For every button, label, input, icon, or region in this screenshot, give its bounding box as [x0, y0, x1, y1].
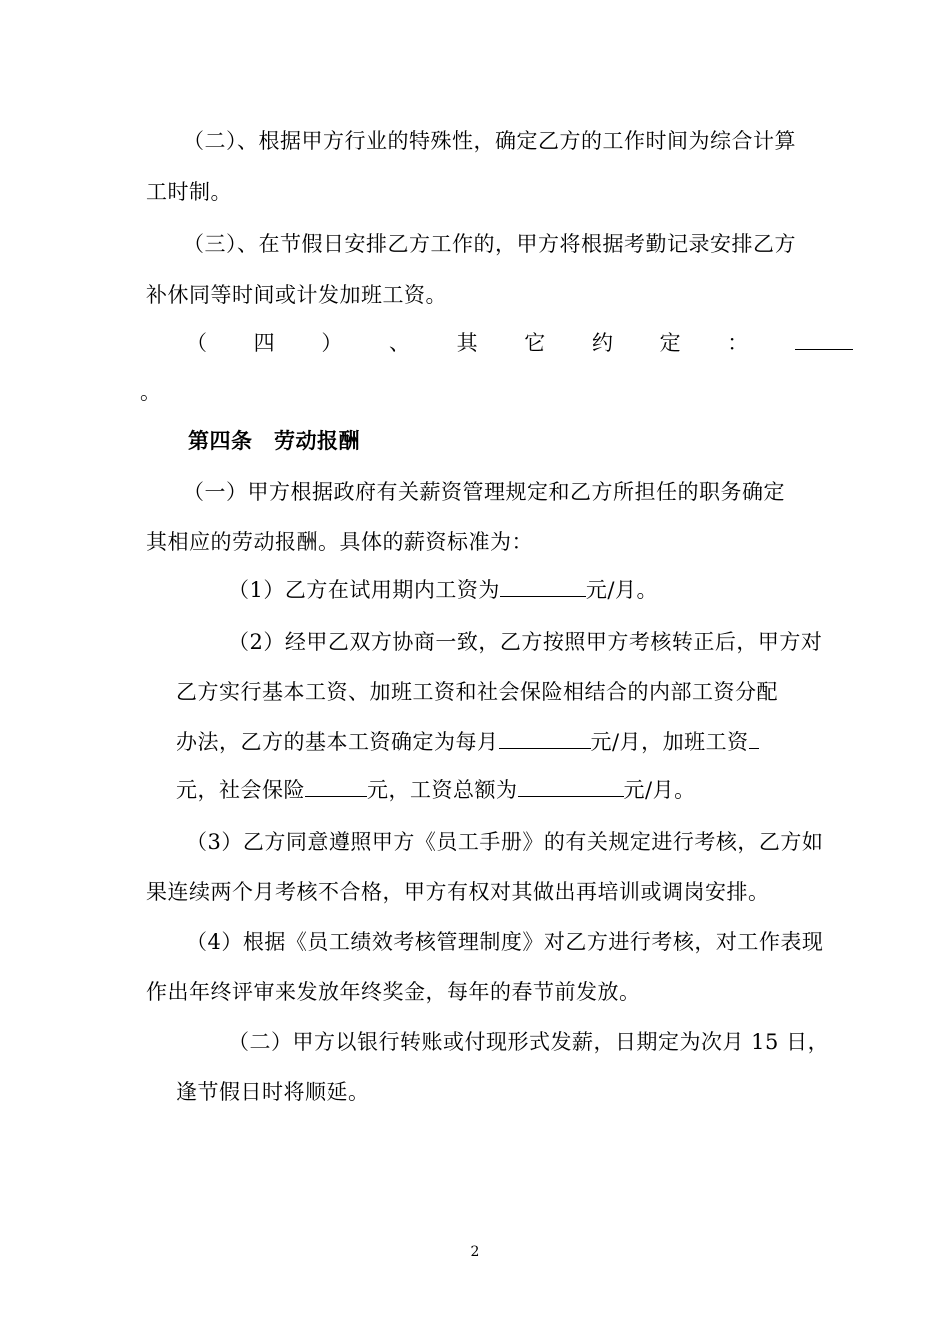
clause4-p2-line2: 逢节假日时将顺延。	[176, 1080, 370, 1104]
clause4-p1-line2: 其相应的劳动报酬。具体的薪资标准为：	[146, 530, 533, 554]
clause3-p3-line2: 补休同等时间或计发加班工资。	[146, 283, 447, 307]
clause3-p2-line2: 工时制。	[146, 180, 232, 204]
p4-blank	[795, 329, 853, 350]
clause4-item3-line2: 果连续两个月考核不合格，甲方有权对其做出再培训或调岗安排。	[146, 880, 770, 904]
trial-salary-blank	[500, 576, 586, 597]
clause3-p2-line1: （二）、根据甲方行业的特殊性，确定乙方的工作时间为综合计算	[183, 129, 796, 153]
item2-line4a: 元，社会保险	[176, 778, 305, 802]
clause3-p4-line1	[186, 329, 853, 357]
p4-char: （	[186, 331, 207, 355]
item1-suffix: 元/月。	[585, 578, 658, 602]
clause4-item2-line4	[176, 776, 696, 804]
clause4-p1-line1: （一）甲方根据政府有关薪资管理规定和乙方所担任的职务确定	[183, 480, 785, 504]
p4-char: 约	[591, 331, 613, 355]
base-salary-blank	[499, 728, 591, 749]
p4-char: 、	[388, 331, 410, 355]
page-number: 2	[470, 1244, 480, 1260]
clause4-item1	[228, 576, 658, 604]
item2-line4c: 元/月。	[623, 778, 696, 802]
clause4-item4-line2: 作出年终评审来发放年终奖金，每年的春节前发放。	[146, 980, 641, 1004]
clause4-heading: 第四条 劳动报酬	[188, 428, 360, 453]
p4-char: 定	[659, 331, 681, 355]
item2-line3b: 元/月，加班工资	[590, 730, 749, 754]
clause4-item2-line2: 乙方实行基本工资、加班工资和社会保险相结合的内部工资分配	[176, 680, 778, 704]
social-insurance-blank	[305, 776, 367, 797]
p4-char: ：	[727, 331, 749, 355]
clause4-item3-line1: （3）乙方同意遵照甲方《员工手册》的有关规定进行考核，乙方如	[186, 830, 824, 854]
clause3-p3-line1: （三）、在节假日安排乙方工作的，甲方将根据考勤记录安排乙方	[183, 232, 796, 256]
p4-char: ）	[321, 331, 343, 355]
total-salary-blank	[518, 776, 624, 797]
clause4-item2-line1: （2）经甲乙双方协商一致，乙方按照甲方考核转正后，甲方对	[228, 630, 823, 654]
clause4-item4-line1: （4）根据《员工绩效考核管理制度》对乙方进行考核，对工作表现	[186, 930, 824, 954]
item2-line4b: 元，工资总额为	[367, 778, 518, 802]
p4-char: 其	[456, 331, 478, 355]
p4-char: 四	[253, 331, 275, 355]
clause3-p4-line2: 。	[140, 380, 162, 404]
clause4-p2-line1: （二）甲方以银行转账或付现形式发薪，日期定为次月 15 日，	[228, 1030, 830, 1054]
overtime-blank	[749, 728, 759, 749]
p4-char: 它	[524, 331, 546, 355]
clause4-item2-line3	[176, 728, 759, 756]
item1-prefix: （1）乙方在试用期内工资为	[228, 578, 500, 602]
item2-line3a: 办法，乙方的基本工资确定为每月	[176, 730, 499, 754]
